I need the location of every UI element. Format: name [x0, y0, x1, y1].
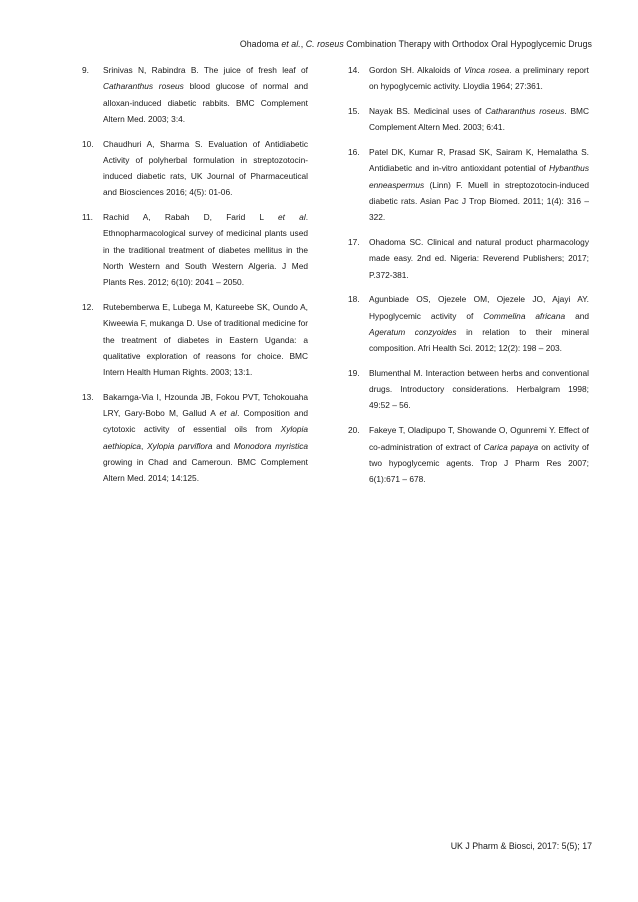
reference-text [103, 389, 308, 487]
header-etal: et al. [281, 39, 301, 49]
reference-italic-text: Commelina africana [483, 310, 566, 321]
reference-text [369, 62, 589, 95]
reference-text-segment: Ohadoma SC. Clinical and natural product pharmacology made easy. 2nd ed. Nigeria: Reverend Publishers; 2017; P.372-381. [369, 237, 589, 280]
reference-item [348, 234, 589, 283]
reference-item [348, 422, 589, 487]
reference-item [348, 365, 589, 414]
reference-text-segment: Bakarnga-Via I, Hzounda JB, Fokou PVT, Tchokouaha LRY, Gary-Bobo M, Gallud A [103, 391, 308, 419]
reference-number: 11. [82, 212, 93, 223]
reference-italic-text: Xylopia parviflora [147, 440, 213, 451]
reference-item [82, 209, 308, 290]
reference-item [82, 389, 308, 487]
reference-italic-text: Catharanthus roseus [103, 81, 184, 92]
reference-number: 16. [348, 147, 360, 158]
reference-number: 13. [82, 391, 94, 402]
reference-italic-text: Vinca rosea [464, 65, 510, 75]
reference-italic-text: et al [278, 212, 306, 223]
reference-text-segment: Rachid A, Rabah D, Farid L [103, 212, 278, 223]
header-title-rest: Combination Therapy with Orthodox Oral Hypoglycemic Drugs [343, 39, 592, 49]
reference-italic-text: Carica papaya [483, 441, 539, 452]
reference-text-segment: Blumenthal M. Interaction between herbs and conventional drugs. Introductory considerations. Herbalgram 1998; 49:52 – 56. [369, 367, 589, 411]
running-header [80, 39, 592, 49]
reference-text [369, 103, 589, 136]
reference-item [82, 136, 308, 201]
reference-text [103, 209, 308, 290]
reference-italic-text: Xylopia aethiopica [103, 424, 308, 451]
reference-text [369, 291, 589, 356]
reference-italic-text: Hybanthus enneaspermus [369, 163, 589, 190]
reference-number: 17. [348, 237, 360, 248]
reference-italic-text: Ageratum conzyoides [369, 326, 457, 337]
reference-number: 9. [82, 65, 89, 75]
header-sep: , [300, 39, 306, 49]
reference-item [348, 103, 589, 136]
reference-text [103, 136, 308, 201]
reference-text-segment: Chaudhuri A, Sharma S. Evaluation of Antidiabetic Activity of polyherbal formulation in streptozotocin-induced diabetic rats, UK Journal of Pharmaceutical and Biosciences 2016; 4(5): 01-06. [103, 138, 308, 198]
reference-text-segment: , [141, 440, 148, 451]
reference-text-segment: Patel DK, Kumar R, Prasad SK, Sairam K, Hemalatha S. Antidiabetic and in-vitro antioxidant potential of [369, 147, 589, 174]
header-species: C. roseus [305, 39, 344, 49]
reference-text-segment: and [565, 310, 589, 321]
reference-item [82, 299, 308, 380]
page-footer: UK J Pharm & Biosci, 2017: 5(5); 17 [450, 841, 592, 851]
reference-text [369, 144, 589, 225]
reference-text-segment: growing in Chad and Cameroun. BMC Complement Altern Med. 2014; 14:125. [103, 456, 308, 484]
reference-number: 12. [82, 302, 94, 313]
reference-italic-text: et al [219, 408, 238, 419]
reference-item [82, 62, 308, 127]
references-left-column [82, 62, 308, 495]
reference-text-segment: Rutebemberwa E, Lubega M, Katureebe SK, Oundo A, Kiweewia F, mukanga D. Use of traditional medicine for the treatment of diabetes in Eastern Uganda: a qualitative exploration of reasons for choice. BMC Intern Health Human Rights. 2003; 13:1. [103, 302, 308, 378]
reference-number: 10. [82, 138, 94, 149]
reference-item [348, 291, 589, 356]
reference-text-segment: Nayak BS. Medicinal uses of [369, 106, 486, 117]
reference-item [348, 62, 589, 95]
reference-text [103, 62, 308, 127]
reference-number: 20. [348, 425, 360, 436]
reference-text-segment: . BMC Complement Altern Med. 2003; 6:41. [369, 106, 589, 133]
reference-text [369, 422, 589, 487]
reference-text-segment: in relation to their mineral composition. Afri Health Sci. 2012; 12(2): 198 – 203. [369, 326, 589, 354]
reference-text-segment: (Linn) F. Muell in streptozotocin-induced diabetic rats. Asian Pac J Trop Biomed. 2011; 1(4): 316 – 322. [369, 179, 589, 223]
references-right-column [348, 62, 589, 496]
reference-text [103, 299, 308, 380]
reference-text-segment: on activity of two hypoglycemic agents. Trop J Pharm Res 2007; 6(1):671 – 678. [369, 441, 589, 485]
reference-text-segment: Fakeye T, Oladipupo T, Showande O, Ogunremi Y. Effect of co-administration of extract of [369, 425, 589, 452]
reference-number: 18. [348, 294, 360, 305]
reference-item [348, 144, 589, 225]
reference-number: 19. [348, 367, 360, 378]
reference-number: 14. [348, 65, 360, 75]
reference-text-segment: and [212, 440, 234, 451]
reference-text-segment: blood glucose of normal and alloxan-induced diabetic rabbits. BMC Complement Altern Med. 2003; 3:4. [103, 81, 308, 124]
reference-text [369, 234, 589, 283]
reference-text-segment: . a preliminary report on hypoglycemic activity. Lloydia 1964; 27:361. [369, 65, 589, 92]
reference-number: 15. [348, 106, 360, 117]
header-authors: Ohadoma [239, 39, 279, 49]
reference-text-segment: Srinivas N, Rabindra B. The juice of fresh leaf of [103, 65, 308, 75]
reference-text [369, 365, 589, 414]
reference-text-segment: . Ethnopharmacological survey of medicinal plants used in the traditional treatment of diabetes mellitus in the North Western and South Western Algeria. J Med Plants Res. 2012; 6(10): 2041 – 2050. [103, 212, 309, 288]
reference-italic-text: Catharanthus roseus [485, 106, 565, 117]
reference-text-segment: Agunbiade OS, Ojezele OM, Ojezele JO, Ajayi AY. Hypoglycemic activity of [369, 294, 589, 321]
reference-italic-text: Monodora myristica [233, 440, 309, 451]
reference-text-segment: . Composition and cytotoxic activity of essential oils from [103, 408, 308, 435]
reference-text-segment: Gordon SH. Alkaloids of [369, 65, 465, 75]
